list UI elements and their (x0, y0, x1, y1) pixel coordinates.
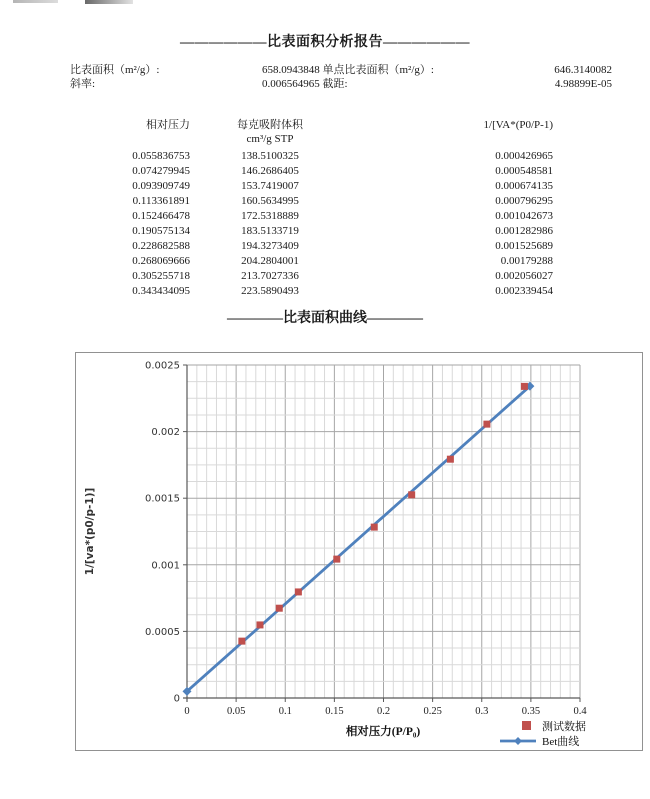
cell-relative-pressure: 0.055836753 (132, 150, 190, 162)
table-row (0, 269, 650, 284)
cell-bet-term: 0.001042673 (495, 210, 553, 222)
chart-section-title: ————比表面积曲线———— (227, 311, 423, 326)
svg-text:0.15: 0.15 (325, 706, 344, 717)
table-row (0, 149, 650, 164)
cell-bet-term: 0.000796295 (495, 195, 553, 207)
cell-bet-term: 0.002339454 (495, 285, 553, 297)
cell-relative-pressure: 0.074279945 (132, 165, 190, 177)
cell-bet-term: 0.00179288 (500, 255, 553, 267)
window-artifact-bar-2 (85, 0, 133, 4)
cell-volume: 138.5100325 (241, 150, 299, 162)
svg-text:0.35: 0.35 (521, 706, 541, 717)
header-relative-pressure: 相对压力 (146, 119, 190, 131)
cell-relative-pressure: 0.093909749 (132, 180, 190, 192)
header-adsorbed-volume: 每克吸附体积 (237, 119, 303, 131)
cell-relative-pressure: 0.190575134 (132, 225, 190, 237)
svg-text:0.1: 0.1 (278, 706, 292, 717)
cell-bet-term: 0.002056027 (495, 270, 553, 282)
svg-text:Bet曲线: Bet曲线 (542, 736, 580, 748)
cell-volume: 183.5133719 (241, 225, 299, 237)
table-body (0, 149, 650, 299)
summary-row-surface-area (0, 63, 650, 77)
intercept-value: 4.98899E-05 (554, 78, 612, 90)
cell-relative-pressure: 0.228682588 (132, 240, 190, 252)
svg-text:0.05: 0.05 (226, 706, 246, 717)
cell-bet-term: 0.000674135 (495, 180, 553, 192)
svg-text:0.0005: 0.0005 (145, 626, 180, 638)
cell-volume: 146.2686405 (241, 165, 299, 177)
cell-volume: 172.5318889 (241, 210, 299, 222)
bet-chart-canvas (76, 353, 642, 750)
svg-text:0.3: 0.3 (475, 706, 489, 717)
cell-relative-pressure: 0.152466478 (132, 210, 190, 222)
subheader-units: cm³/g STP (246, 133, 294, 145)
svg-text:0: 0 (184, 706, 190, 717)
single-point-surface-area-value: 646.3140082 (554, 64, 612, 76)
cell-volume: 194.3273409 (241, 240, 299, 252)
table-subheader-row (0, 132, 650, 146)
cell-volume: 160.5634995 (241, 195, 299, 207)
table-row (0, 239, 650, 254)
cell-bet-term: 0.000548581 (495, 165, 553, 177)
bet-chart (75, 352, 643, 751)
svg-text:0.0025: 0.0025 (145, 360, 180, 372)
cell-relative-pressure: 0.268069666 (132, 255, 190, 267)
cell-volume: 204.2804001 (241, 255, 299, 267)
svg-text:0.002: 0.002 (151, 427, 180, 439)
cell-relative-pressure: 0.343434095 (132, 285, 190, 297)
table-row (0, 254, 650, 269)
svg-text:1/[va*(p0/p-1)]: 1/[va*(p0/p-1)] (84, 487, 96, 576)
window-artifact-bar-1 (13, 0, 58, 3)
summary-row-slope (0, 77, 650, 91)
table-row (0, 284, 650, 299)
bet-data-table (0, 118, 650, 300)
cell-relative-pressure: 0.113361891 (132, 195, 190, 207)
table-row (0, 209, 650, 224)
slope-value-and-intercept-label: 0.006564965 截距: (262, 78, 348, 90)
cell-bet-term: 0.000426965 (495, 150, 553, 162)
cell-volume: 213.7027336 (241, 270, 299, 282)
table-row (0, 179, 650, 194)
cell-relative-pressure: 0.305255718 (132, 270, 190, 282)
table-row (0, 164, 650, 179)
cell-bet-term: 0.001282986 (495, 225, 553, 237)
surface-area-label: 比表面积（m²/g）: (70, 64, 160, 76)
report-title: ——————比表面积分析报告—————— (180, 35, 470, 50)
svg-text:0.25: 0.25 (423, 706, 442, 717)
svg-text:0.0015: 0.0015 (145, 493, 180, 505)
svg-text:相对压力(P/P₀): 相对压力(P/P₀) (345, 726, 421, 738)
cell-volume: 153.7419007 (241, 180, 299, 192)
table-row (0, 194, 650, 209)
cell-bet-term: 0.001525689 (495, 240, 553, 252)
svg-text:0.001: 0.001 (151, 560, 180, 572)
summary-section (0, 63, 650, 93)
table-header-row (0, 118, 650, 132)
cell-volume: 223.5890493 (241, 285, 299, 297)
table-row (0, 224, 650, 239)
svg-text:0.4: 0.4 (573, 706, 587, 717)
surface-area-value-and-single-point-label: 658.0943848 单点比表面积（m²/g）: (262, 64, 434, 76)
slope-label: 斜率: (70, 78, 96, 90)
svg-text:测试数据: 测试数据 (542, 721, 586, 733)
svg-text:0: 0 (173, 693, 180, 705)
header-bet-term: 1/[VA*(P0/P-1) (483, 119, 553, 131)
svg-text:0.2: 0.2 (376, 706, 391, 717)
